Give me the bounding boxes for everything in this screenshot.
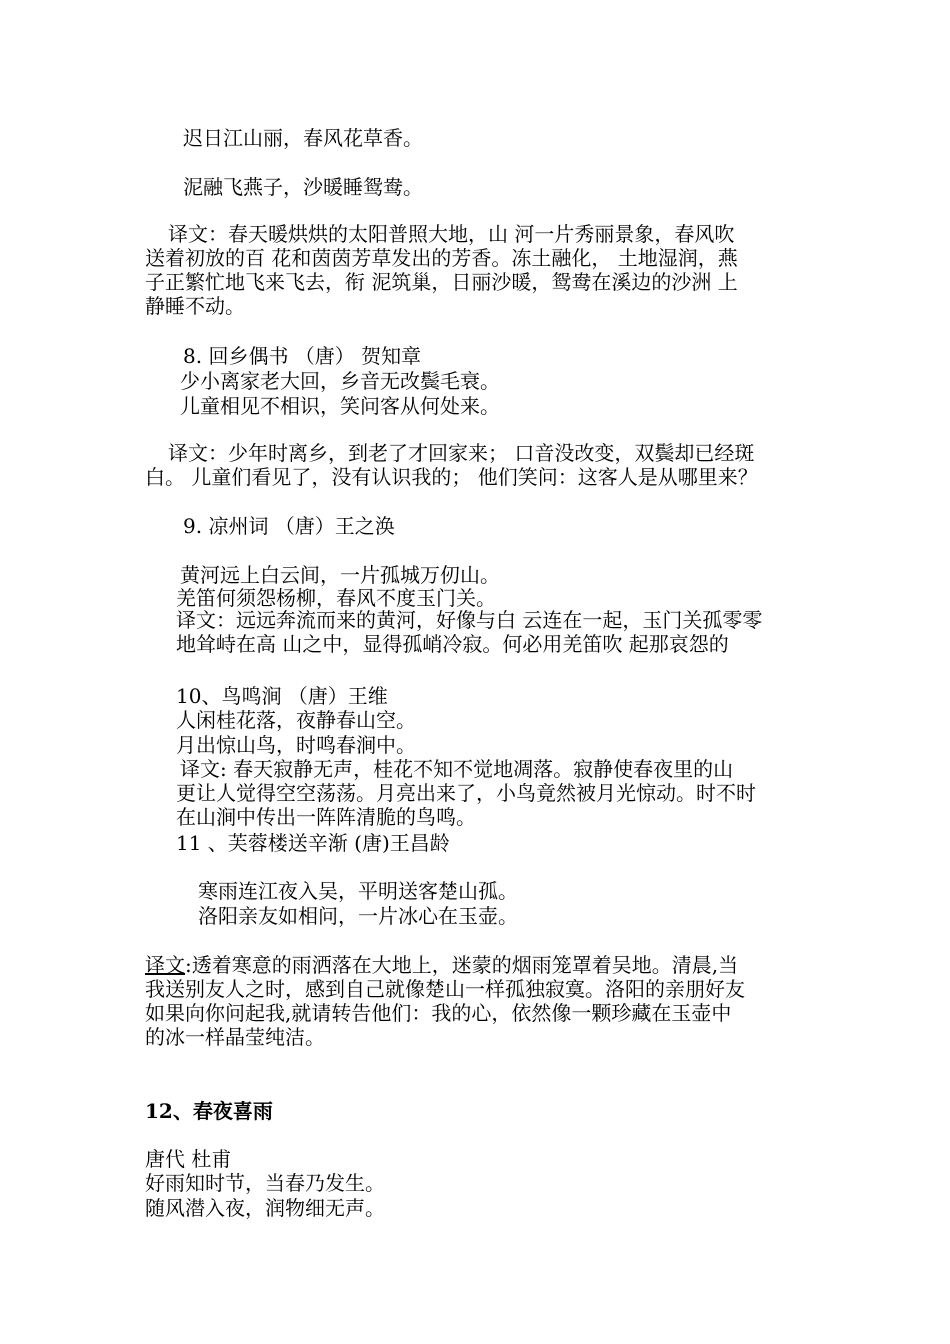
poem11-line2: 洛阳亲友如相问，一片冰心在玉壶。 <box>198 904 518 928</box>
poem11-heading: 11 、芙蓉楼送辛渐 (唐)王昌龄 <box>176 831 450 855</box>
poem11-line1: 寒雨连江夜入吴，平明送客楚山孤。 <box>198 879 518 903</box>
poem11-translation-label: 译文 <box>145 953 185 977</box>
poem11-translation-line4: 的冰一样晶莹纯洁。 <box>145 1025 325 1049</box>
poem10-line2: 月出惊山鸟，时鸣春涧中。 <box>176 733 416 757</box>
poem8-translation-line1: 译文：少年时离乡，到老了才回家来； 口音没改变，双鬓却已经斑 <box>168 441 755 465</box>
poem7-translation-line4: 静睡不动。 <box>145 294 245 318</box>
poem7-translation-line2: 送着初放的百 花和茵茵芳草发出的芳香。冻土融化， 土地湿润，燕 <box>145 246 738 270</box>
poem11-translation-text: :透着寒意的雨洒落在大地上，迷蒙的烟雨笼罩着吴地。清晨,当 <box>185 953 739 977</box>
poem8-line1: 少小离家老大回，乡音无改鬓毛衰。 <box>180 369 500 393</box>
poem9-line2: 羌笛何须怨杨柳，春风不度玉门关。 <box>176 586 496 610</box>
poem11-translation-line2: 我送别友人之时，感到自己就像楚山一样孤独寂寞。洛阳的亲朋好友 <box>145 977 745 1001</box>
poem9-line1: 黄河远上白云间，一片孤城万仞山。 <box>180 563 500 587</box>
poem10-translation-line1: 译文: 春天寂静无声，桂花不知不觉地凋落。寂静使春夜里的山 <box>180 757 734 781</box>
poem10-line1: 人闲桂花落，夜静春山空。 <box>176 708 416 732</box>
poem12-line1: 好雨知时节，当春乃发生。 <box>145 1171 385 1195</box>
poem8-line2: 儿童相见不相识，笑问客从何处来。 <box>180 394 500 418</box>
poem10-translation-line2: 更让人觉得空空荡荡。月亮出来了，小鸟竟然被月光惊动。时不时 <box>176 781 756 805</box>
poem7-translation-line3: 子正繁忙地飞来飞去，衔 泥筑巢，日丽沙暖，鸳鸯在溪边的沙洲 上 <box>145 270 738 294</box>
poem10-heading: 10、鸟鸣涧 （唐）王维 <box>176 684 388 708</box>
poem7-line3: 迟日江山丽，春风花草香。 <box>183 126 423 150</box>
poem8-translation-line2: 白。 儿童们看见了，没有认识我的； 他们笑问：这客人是从哪里来？ <box>145 465 758 489</box>
poem11-translation-line1 <box>145 952 738 978</box>
poem12-author: 唐代 杜甫 <box>145 1147 232 1171</box>
poem12-heading: 12、春夜喜雨 <box>145 1099 273 1123</box>
poem7-line4: 泥融飞燕子，沙暖睡鸳鸯。 <box>183 175 423 199</box>
poem11-translation-line3: 如果向你问起我,就请转告他们：我的心，依然像一颗珍藏在玉壶中 <box>145 1001 732 1025</box>
poem7-translation-line1: 译文：春天暖烘烘的太阳普照大地，山 河一片秀丽景象，春风吹 <box>168 222 735 246</box>
poem9-heading: 9. 凉州词 （唐）王之涣 <box>183 514 395 538</box>
poem9-translation-line1: 译文：远远奔流而来的黄河，好像与白 云连在一起，玉门关孤零零 <box>176 608 763 632</box>
poem8-heading: 8. 回乡偶书 （唐） 贺知章 <box>183 344 422 368</box>
poem10-translation-line3: 在山涧中传出一阵阵清脆的鸟鸣。 <box>176 805 476 829</box>
poem12-line2: 随风潜入夜，润物细无声。 <box>145 1196 385 1220</box>
poem9-translation-line2: 地耸峙在高 山之中，显得孤峭冷寂。何必用羌笛吹 起那哀怨的 <box>176 632 729 656</box>
